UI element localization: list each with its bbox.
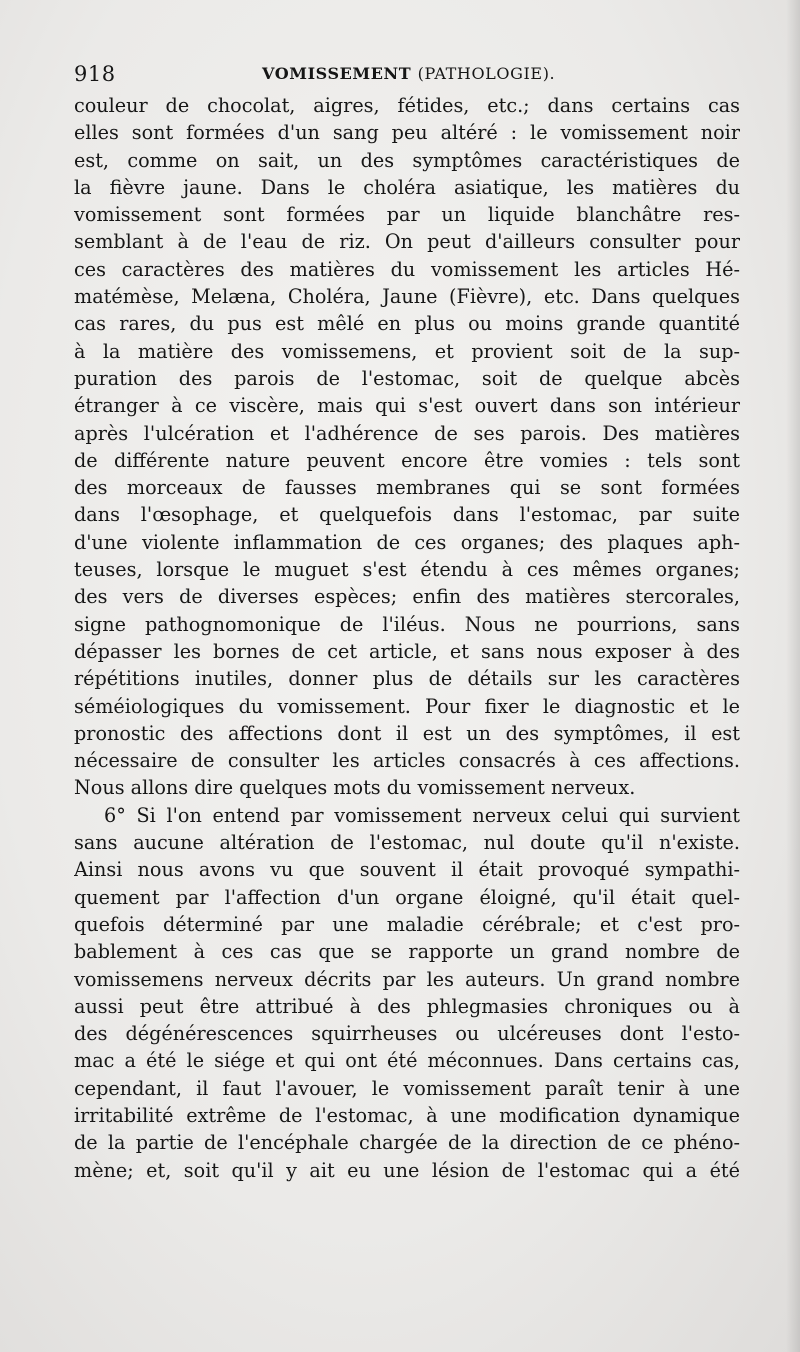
text-line: séméiologiques du vomissement. Pour fixer le diagnostic et le: [74, 694, 740, 718]
text-line: semblant à de l'eau de riz. On peut d'ailleurs consulter pour: [74, 230, 740, 254]
text-line: aussi peut être attribué à des phlegmasies chroniques ou à: [74, 994, 740, 1018]
text-line: de différente nature peuvent encore être vomies : tels sont: [74, 448, 740, 472]
text-line: étranger à ce viscère, mais qui s'est ouvert dans son intérieur: [74, 394, 740, 418]
text-line: mac a été le siége et qui ont été méconnues. Dans certains cas,: [74, 1049, 740, 1073]
text-line: dans l'œsophage, et quelquefois dans l'estomac, par suite: [74, 503, 740, 527]
text-line: mène; et, soit qu'il y ait eu une lésion de l'estomac qui a été: [74, 1158, 740, 1182]
running-head-section: (PATHOLOGIE).: [417, 64, 556, 83]
text-line: nécessaire de consulter les articles consacrés à ces affections.: [74, 749, 740, 773]
text-line: cas rares, du pus est mêlé en plus ou moins grande quantité: [74, 312, 740, 336]
text-line: de la partie de l'encéphale chargée de la direction de ce phéno-: [74, 1131, 740, 1155]
text-line: signe pathognomonique de l'iléus. Nous ne pourrions, sans: [74, 612, 740, 636]
text-line: Ainsi nous avons vu que souvent il était provoqué sympathi-: [74, 858, 740, 882]
text-line: cependant, il faut l'avouer, le vomissement paraît tenir à une: [74, 1076, 740, 1100]
text-line: répétitions inutiles, donner plus de détails sur les caractères: [74, 667, 740, 691]
text-line: couleur de chocolat, aigres, fétides, etc.; dans certains cas: [74, 94, 740, 117]
text-line: des vers de diverses espèces; enfin des matières stercorales,: [74, 585, 740, 609]
body-text: [74, 92, 740, 1184]
paragraph-start-line: 6° Si l'on entend par vomissement nerveux celui qui survient: [104, 803, 740, 827]
text-line: irritabilité extrême de l'estomac, à une modification dynamique: [74, 1103, 740, 1127]
text-line: quement par l'affection d'un organe éloigné, qu'il était quel-: [74, 885, 740, 909]
text-line: la fièvre jaune. Dans le choléra asiatique, les matières du: [74, 175, 740, 199]
text-line: après l'ulcération et l'adhérence de ses parois. Des matières: [74, 421, 740, 445]
text-line: quefois déterminé par une maladie cérébrale; et c'est pro-: [74, 912, 740, 936]
text-line: ces caractères des matières du vomissement les articles Hé-: [74, 257, 740, 281]
text-line: puration des parois de l'estomac, soit de quelque abcès: [74, 366, 740, 390]
paragraph-end-line: Nous allons dire quelques mots du vomissement nerveux.: [74, 776, 636, 800]
page-number: 918: [74, 62, 116, 86]
text-line: vomissement sont formées par un liquide blanchâtre res-: [74, 203, 740, 227]
text-line: d'une violente inflammation de ces organes; des plaques aph-: [74, 530, 740, 554]
text-line: teuses, lorsque le muguet s'est étendu à ces mêmes organes;: [74, 558, 740, 582]
text-line: elles sont formées d'un sang peu altéré : le vomissement noir: [74, 121, 740, 145]
text-line: sans aucune altération de l'estomac, nul doute qu'il n'existe.: [74, 831, 740, 855]
text-line: matémèse, Melæna, Choléra, Jaune (Fièvre), etc. Dans quelques: [74, 285, 740, 309]
text-line: vomissemens nerveux décrits par les auteurs. Un grand nombre: [74, 967, 740, 991]
running-head-title: VOMISSEMENT: [262, 64, 412, 83]
text-line: des morceaux de fausses membranes qui se sont formées: [74, 476, 740, 500]
text-line: pronostic des affections dont il est un des symptômes, il est: [74, 721, 740, 745]
running-head: [262, 62, 555, 84]
text-line: des dégénérescences squirrheuses ou ulcéreuses dont l'esto-: [74, 1022, 740, 1046]
text-line: bablement à ces cas que se rapporte un grand nombre de: [74, 940, 740, 964]
page-header: [74, 58, 740, 90]
text-line: est, comme on sait, un des symptômes caractéristiques de: [74, 148, 740, 172]
text-line: à la matière des vomissemens, et provient soit de la sup-: [74, 339, 740, 363]
page-edge-shadow: [786, 0, 800, 1352]
text-line: dépasser les bornes de cet article, et sans nous exposer à des: [74, 639, 740, 663]
